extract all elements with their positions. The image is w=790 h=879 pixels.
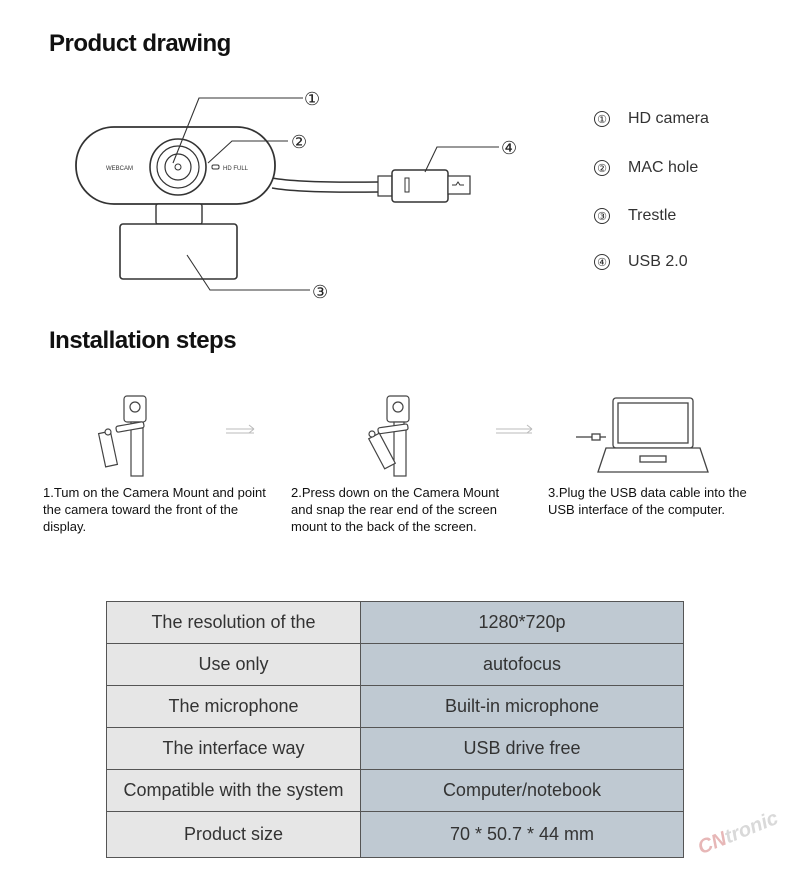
callout-3: ③ (312, 282, 329, 303)
step-2-text: 2.Press down on the Camera Mount and snap the rear end of the screen mount to the back of the screen. (291, 485, 500, 534)
legend-item (594, 159, 698, 177)
callout-4: ④ (501, 138, 518, 159)
legend-number: ④ (594, 254, 610, 270)
webcam-label: WEBCAM (106, 166, 133, 172)
legend-number: ② (594, 160, 610, 176)
installation-illustrations (0, 380, 790, 480)
installation-steps-title: Installation steps (49, 327, 237, 354)
cntronic-watermark-logo (695, 807, 782, 860)
spec-key: Compatible with the system (107, 770, 361, 812)
table-row (107, 602, 684, 644)
legend-label: USB 2.0 (628, 253, 688, 270)
trestle (120, 204, 237, 279)
callout-2: ② (291, 132, 308, 153)
specs-table (106, 601, 684, 858)
watermark-rest: tronic (721, 807, 782, 849)
legend-label: MAC hole (628, 159, 699, 176)
spec-key: The microphone (107, 686, 361, 728)
legend-item (594, 253, 688, 271)
spec-key: Use only (107, 644, 361, 686)
hd-full-label: HD FULL (223, 166, 249, 172)
spec-value: 1280*720p (361, 602, 684, 644)
spec-key: The resolution of the (107, 602, 361, 644)
step-3-text: 3.Plug the USB data cable into the USB interface of the computer. (548, 485, 747, 517)
usb-plug (378, 170, 470, 202)
legend-label: HD camera (628, 110, 709, 127)
laptop-illustration (576, 398, 708, 472)
spec-value: Built-in microphone (361, 686, 684, 728)
table-row (107, 686, 684, 728)
spec-value: USB drive free (361, 728, 684, 770)
product-drawing (0, 0, 560, 310)
step-1-illustration (99, 396, 146, 476)
legend-label: Trestle (628, 207, 677, 224)
product-drawing-title: Product drawing (49, 30, 231, 57)
step-2-illustration (369, 396, 409, 476)
table-row (107, 812, 684, 858)
spec-value: 70 * 50.7 * 44 mm (361, 812, 684, 858)
spec-value: autofocus (361, 644, 684, 686)
legend-item (594, 110, 709, 128)
legend-number: ① (594, 111, 610, 127)
callout-1: ① (304, 89, 321, 110)
spec-key: Product size (107, 812, 361, 858)
table-row (107, 644, 684, 686)
watermark-cn: CN (694, 827, 730, 860)
table-row (107, 770, 684, 812)
table-row (107, 728, 684, 770)
spec-value: Computer/notebook (361, 770, 684, 812)
legend-number: ③ (594, 208, 610, 224)
legend-item (594, 207, 676, 225)
spec-key: The interface way (107, 728, 361, 770)
step-1-text: 1.Tum on the Camera Mount and point the camera toward the front of the display. (43, 485, 266, 534)
